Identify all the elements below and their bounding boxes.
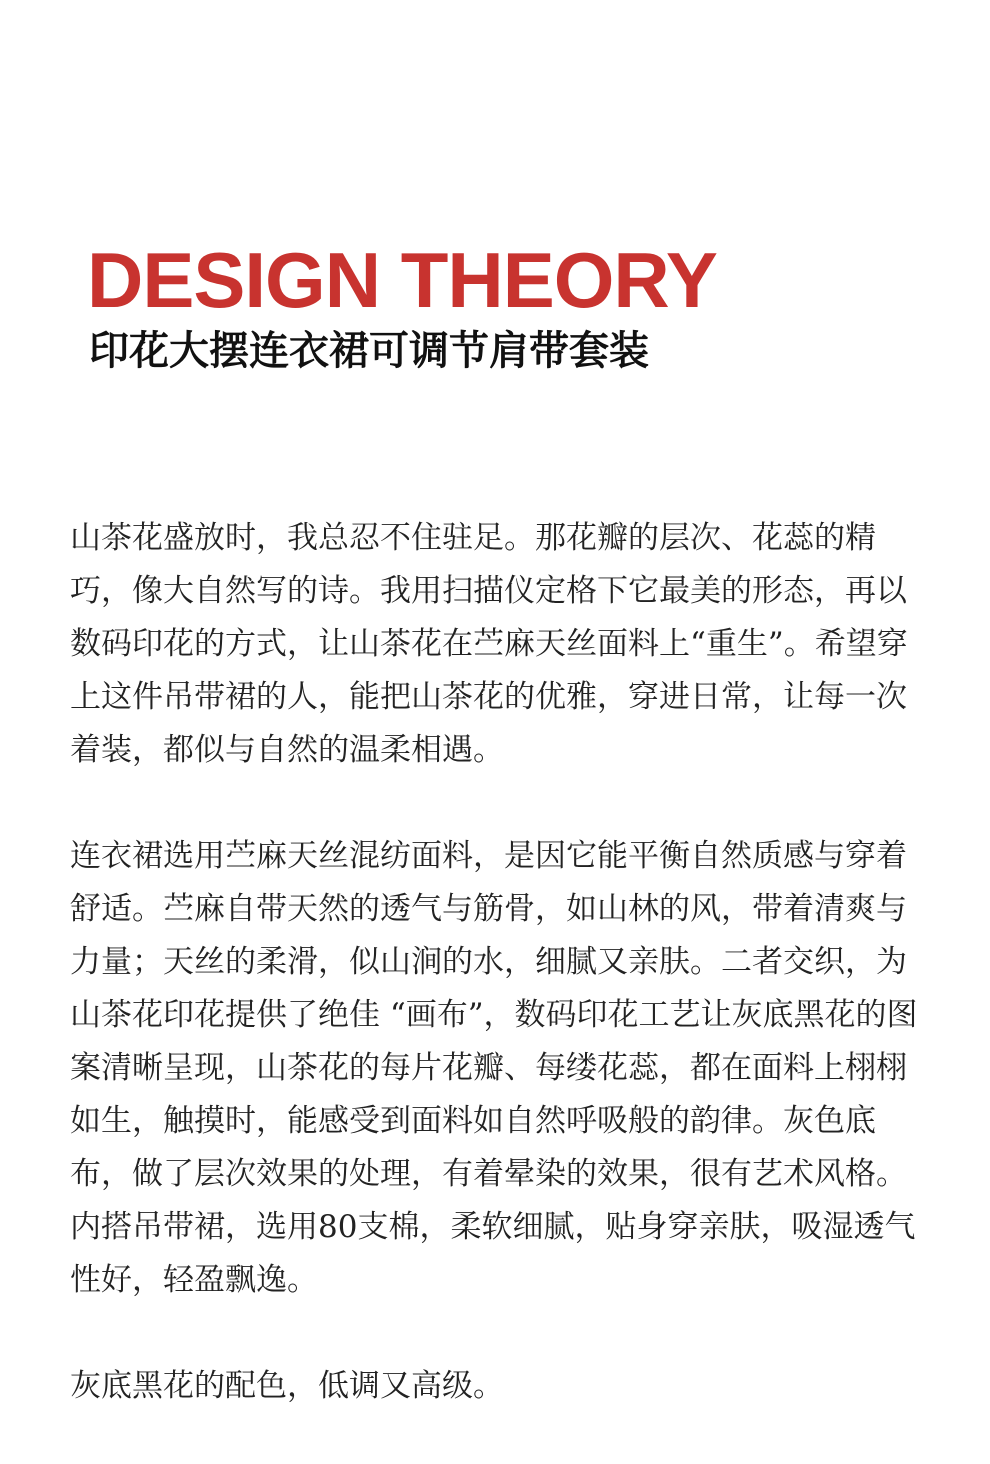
description-text-block [70, 512, 926, 1413]
description-paragraph: 山茶花盛放时，我总忍不住驻足。那花瓣的层次、花蕊的精巧，像大自然写的诗。我用扫描仪定格下它最美的形态，再以数码印花的方式，让山茶花在苎麻天丝面料上“重生”。希望穿上这件吊带裙的人，能把山茶花的优雅，穿进日常，让每一次着装，都似与自然的温柔相遇。 [70, 520, 908, 768]
design-theory-heading [87, 236, 947, 374]
heading-title-cn: 印花大摆连衣裙可调节肩带套装 [89, 328, 649, 374]
description-paragraph: 灰底黑花的配色，低调又高级。 [70, 1368, 504, 1404]
heading-title-en: DESIGN THEORY [87, 236, 717, 324]
description-paragraph: 连衣裙选用苎麻天丝混纺面料，是因它能平衡自然质感与穿着舒适。苎麻自带天然的透气与筋骨，如山林的风，带着清爽与力量；天丝的柔滑，似山涧的水，细腻又亲肤。二者交织，为山茶花印花提供了绝佳 “画布”，数码印花工艺让灰底黑花的图案清晰呈现，山茶花的每片花瓣、每缕花蕊，都在面料上栩栩如生，触摸时，能感受到面料如自然呼吸般的韵律。灰色底布，做了层次效果的处理，有着晕染的效果，很有艺术风格。 内搭吊带裙，选用80支棉，柔软细腻，贴身穿亲肤，吸湿透气性好，轻盈飘逸。 [70, 838, 918, 1298]
